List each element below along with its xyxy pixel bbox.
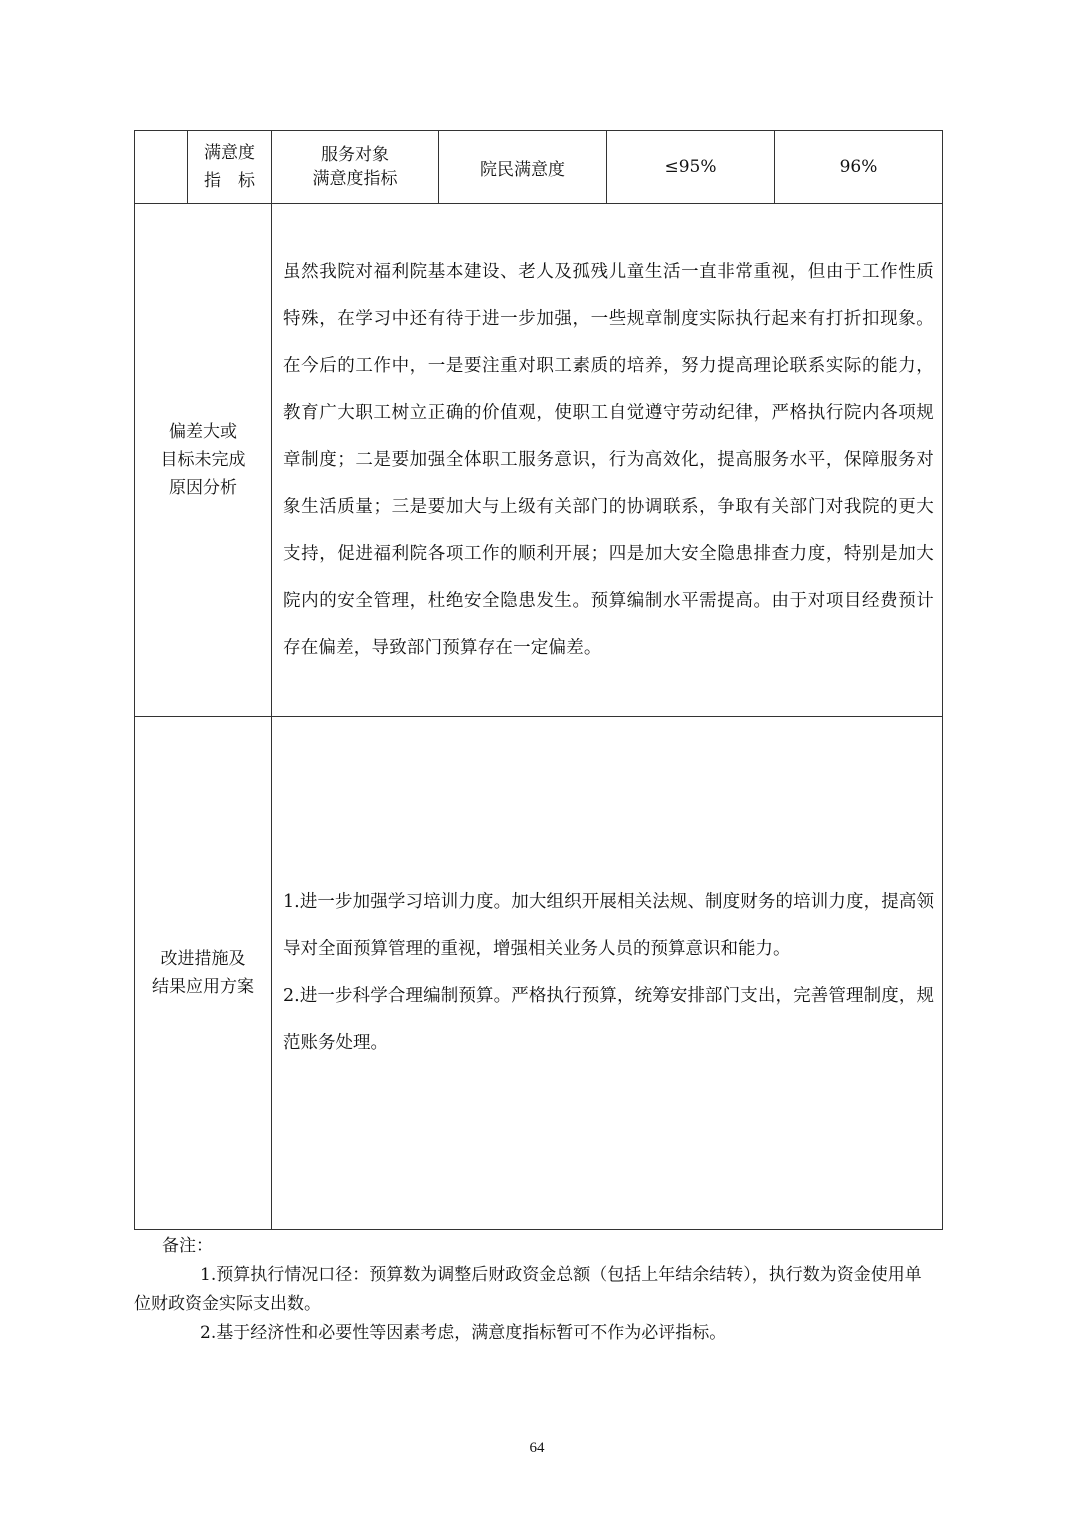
deviation-row xyxy=(135,204,943,717)
deviation-text: 虽然我院对福利院基本建设、老人及孤残儿童生活一直非常重视，但由于工作性质特殊，在学习中还有待于进一步加强，一些规章制度实际执行起来有打折扣现象。在今后的工作中，一是要注重对职工素质的培养，努力提高理论联系实际的能力，教育广大职工树立正确的价值观，使职工自觉遵守劳动纪律，严格执行院内各项规章制度；二是要加强全体职工服务意识，行为高效化，提高服务水平，保障服务对象生活质量；三是要加大与上级有关部门的协调联系，争取有关部门对我院的更大支持，促进福利院各项工作的顺利开展；四是加大安全隐患排查力度，特别是加大院内的安全管理，杜绝安全隐患发生。预算编制水平需提高。由于对项目经费预计存在偏差，导致部门预算存在一定偏差。 xyxy=(283,261,934,658)
deviation-label-line-1: 偏差大或 xyxy=(169,422,237,442)
category-line-1: 满意度 xyxy=(204,143,255,163)
category-line-2: 指 标 xyxy=(204,171,255,191)
improvement-item-1: 1.进一步加强学习培训力度。加大组织开展相关法规、制度财务的培训力度，提高领导对全面预算管理的重视，增强相关业务人员的预算意识和能力。 xyxy=(283,892,934,959)
deviation-content-cell xyxy=(272,204,943,717)
notes-title: 备注： xyxy=(162,1236,213,1256)
note-item-1: 1.预算执行情况口径：预算数为调整后财政资金总额（包括上年结余结转），执行数为资金使用单位财政资金实际支出数。 xyxy=(134,1265,922,1314)
improvement-content-cell xyxy=(272,717,943,1230)
target-value-cell: ≤95% xyxy=(607,131,775,204)
deviation-label-line-3: 原因分析 xyxy=(169,478,237,498)
improvement-label-cell xyxy=(135,717,272,1230)
page-number: 64 xyxy=(529,1440,545,1456)
actual-value-cell: 96% xyxy=(775,131,943,204)
improvement-label-line-1: 改进措施及 xyxy=(160,949,246,969)
note-item-2: 2.基于经济性和必要性等因素考虑，满意度指标暂可不作为必评指标。 xyxy=(200,1323,727,1343)
sub-indicator-cell xyxy=(272,131,439,204)
notes-section xyxy=(134,1232,924,1348)
satisfaction-row xyxy=(135,131,943,204)
improvement-label-line-2: 结果应用方案 xyxy=(152,977,254,997)
improvement-row xyxy=(135,717,943,1230)
satisfaction-category-cell xyxy=(188,131,272,204)
sub-indicator-line-1: 服务对象 xyxy=(321,145,389,165)
deviation-label-line-2: 目标未完成 xyxy=(160,450,246,470)
sub-indicator-line-2: 满意度指标 xyxy=(312,169,398,189)
indicator-cell: 院民满意度 xyxy=(439,131,607,204)
improvement-item-2: 2.进一步科学合理编制预算。严格执行预算，统筹安排部门支出，完善管理制度，规范账务处理。 xyxy=(283,986,934,1053)
deviation-label-cell xyxy=(135,204,272,717)
empty-level1-cell xyxy=(135,131,188,204)
improvement-text xyxy=(272,879,942,1067)
performance-table xyxy=(134,130,943,1230)
